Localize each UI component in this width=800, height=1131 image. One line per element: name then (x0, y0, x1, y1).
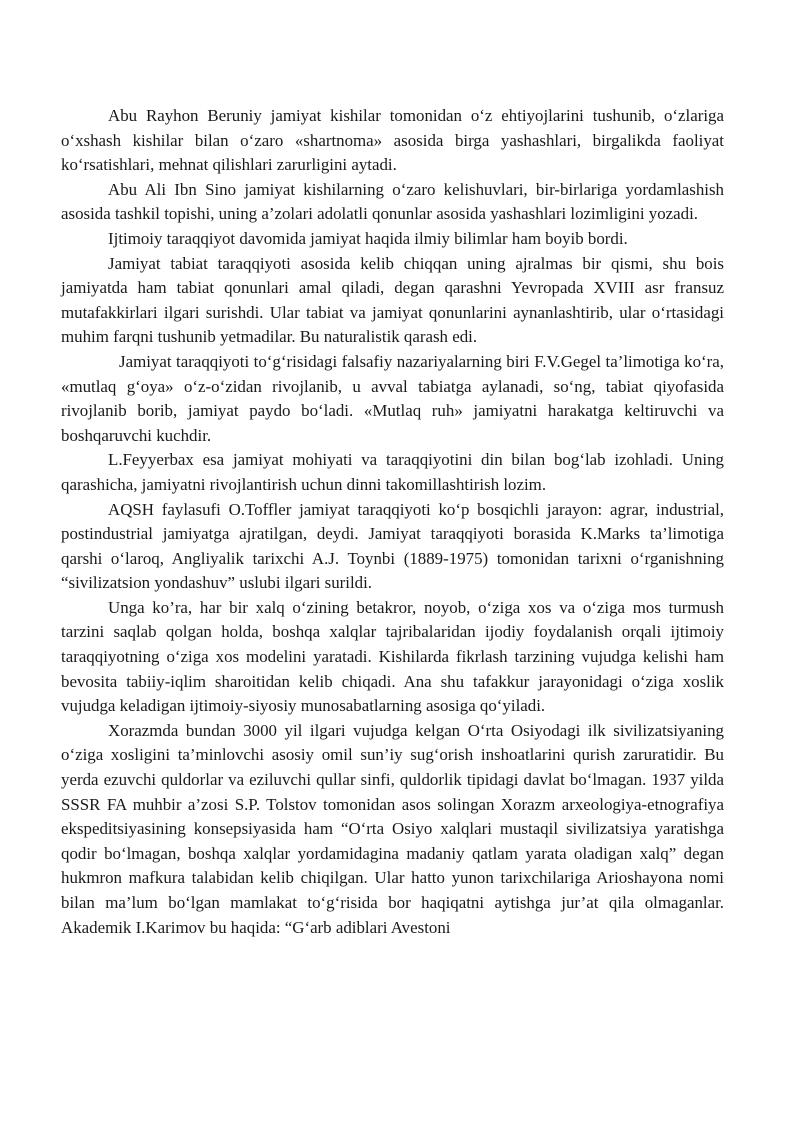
paragraph-ibn-sino: Abu Ali Ibn Sino jamiyat kishilarning o‘zaro kelishuvlari, bir-birlariga yordamlashish asosida tashkil topishi, uning a’zolari adolatli qonunlar asosida yashashlari lozimligini yozadi. (61, 179, 724, 224)
paragraph-gegel: Jamiyat taraqqiyoti to‘g‘risidagi falsafiy nazariyalarning biri F.V.Gegel ta’limotiga ko‘ra, «mutlaq g‘oya» o‘z-o‘zidan rivojlanib, u avval tabiatga aylanadi, so‘ng, tabiat qiyofasida rivojlanib borib, jamiyat paydo bo‘ladi. «Mutlaq ruh» jamiyatni harakatga keltiruvchi va boshqaruvchi kuchdir. (61, 351, 724, 445)
paragraph-xorazm: Xorazmda bundan 3000 yil ilgari vujudga kelgan O‘rta Osiyodagi ilk sivilizatsiyaning o‘ziga xosligini ta’minlovchi asosiy omil sun’iy sug‘orish inshoatlarini qurish zaruratidir. Bu yerda ezuvchi quldorlar va eziluvchi qullar sinfi, quldorlik tipidagi davlat bo‘lmagan. 1937 yilda SSSR FA muhbir a’zosi S.P. Tolstov tomonidan asos solingan Xorazm arxeologiya-etnografiya ekspeditsiyasining konsepsiyasida ham “O‘rta Osiyo xalqlari mustaqil sivilizatsiya yaratishga qodir bo‘lmagan, boshqa xalqlar yordamidagina madaniy qatlam yarata oladigan xalq” degan hukmron mafkura talabidan kelib chiqilgan. Ular hatto yunon tarixchilariga Arioshayona nomi bilan ma’lum bo‘lgan mamlakat to‘g‘risida bor haqiqatni aytishga jur’at qila olmaganlar. Akademik I.Karimov bu haqida: “G‘arb adiblari Avestoni (61, 720, 724, 937)
document-page (61, 104, 724, 940)
paragraph-feyyerbax: L.Feyyerbax esa jamiyat mohiyati va taraqqiyotini din bilan bog‘lab izohladi. Uning qarashicha, jamiyatni rivojlantirish uchun dinni takomillashtirish lozim. (61, 450, 724, 494)
paragraph-toffler-toynbi: AQSH faylasufi O.Toffler jamiyat taraqqiyoti ko‘p bosqichli jarayon: agrar, industrial, postindustrial jamiyatga ajratilgan, deydi. Jamiyat taraqqiyoti borasida K.Marks ta’limotiga qarshi o‘laroq, Angliyalik tarixchi A.J. Toynbi (1889-1975) tomonidan tarixni o‘rganishning “sivilizatsion yondashuv” uslubi ilgari surildi. (61, 499, 724, 593)
paragraph-ijtimoiy-taraqqiyot: Ijtimoiy taraqqiyot davomida jamiyat haqida ilmiy bilimlar ham boyib bordi. (108, 228, 628, 248)
paragraph-naturalistik-qarash: Jamiyat tabiat taraqqiyoti asosida kelib chiqqan uning ajralmas bir qismi, shu bois jamiyatda ham tabiat qonunlari amal qiladi, degan qarashni Yevropada XVIII asr fransuz mutafakkirlari ilgari surishdi. Ular tabiat va jamiyat qonunlarini aynanlashtirib, ular o‘rtasidagi muhim farqni tushunib yetmadilar. Bu naturalistik qarash edi. (61, 253, 724, 347)
paragraph-beruniy: Abu Rayhon Beruniy jamiyat kishilar tomonidan o‘z ehtiyojlarini tushunib, o‘zlariga o‘xshash kishilar bilan o‘zaro «shartnoma» asosida birga yashashlari, birgalikda faoliyat ko‘rsatishlari, mehnat qilishlari zarurligini aytadi. (61, 106, 724, 175)
paragraph-xalq-modeli: Unga ko’ra, har bir xalq o‘zining betakror, noyob, o‘ziga xos va o‘ziga mos turmush tarzini saqlab qolgan holda, boshqa xalqlar tajribalaridan ijodiy foydalanish orqali ijtimoiy taraqqiyotning o‘ziga xos modelini yaratadi. Kishilarda fikrlash tarzining vujudga kelishi ham bevosita tabiiy-iqlim sharoitidan kelib chiqadi. Ana shu tafakkur jarayonidagi o‘ziga xoslik vujudga keladigan ijtimoiy-siyosiy munosabatlarning asosiga qo‘yiladi. (61, 597, 724, 716)
